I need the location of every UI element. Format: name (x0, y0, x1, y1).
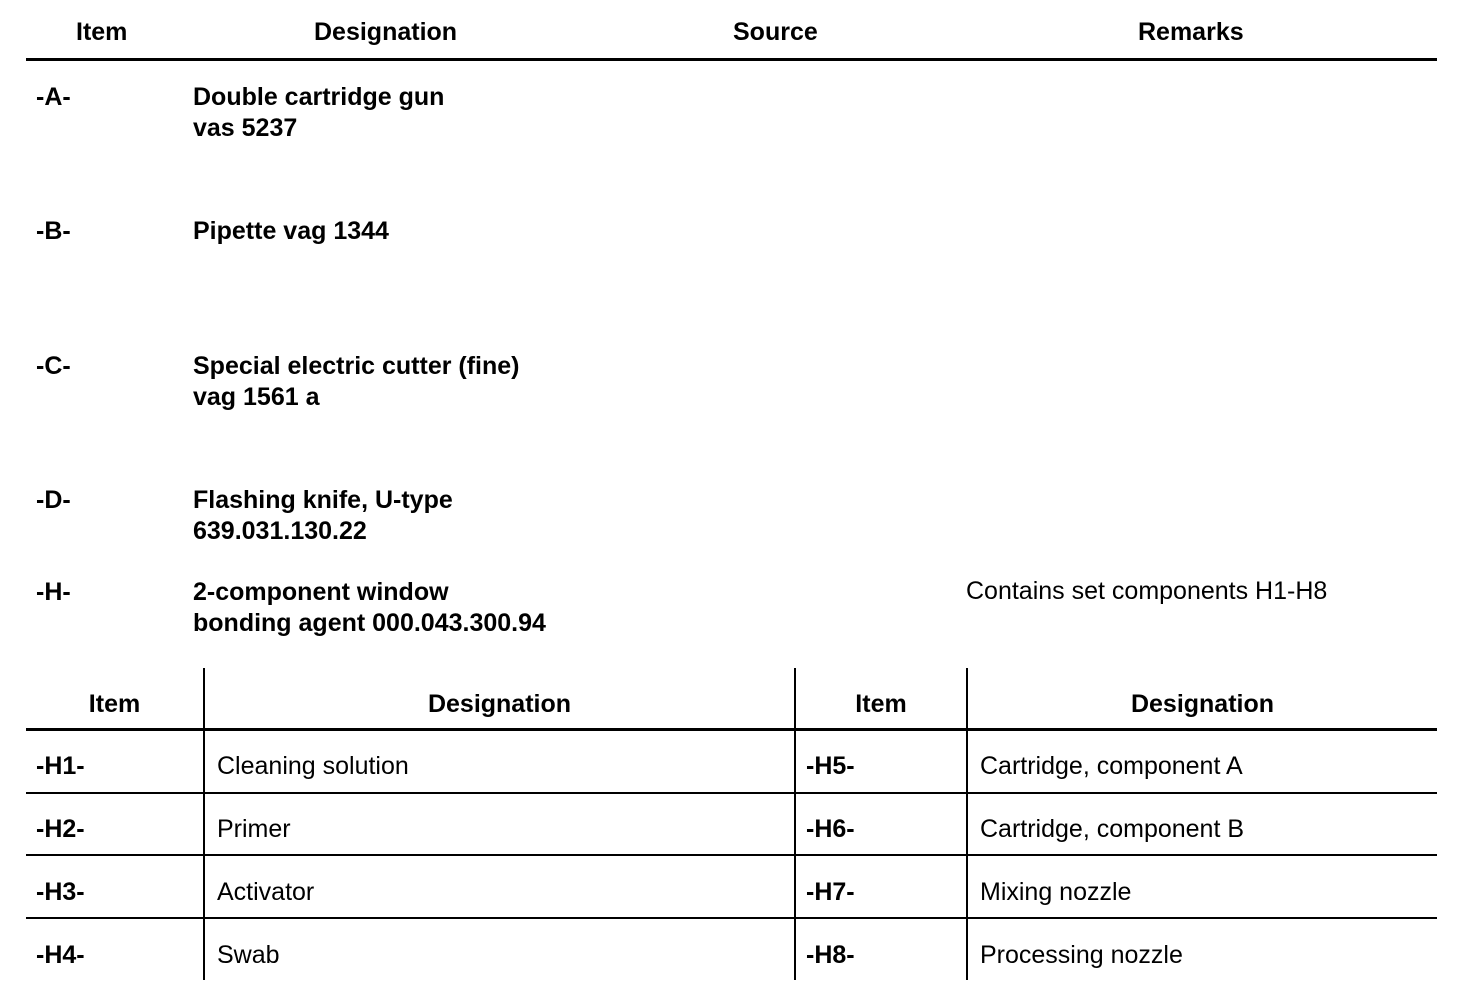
header-item-left: Item (88, 690, 141, 718)
header-designation-right: Designation (1130, 690, 1275, 718)
header-item: Item (76, 18, 128, 46)
header-divider (26, 58, 1437, 61)
designation-left: Swab (217, 941, 280, 969)
item-code: -B- (36, 217, 71, 245)
row-divider (26, 854, 1437, 856)
designation-line1: Double cartridge gun (193, 83, 445, 111)
item-code-left: -H2- (36, 815, 85, 843)
item-code: -H- (36, 578, 71, 606)
remarks-text: Contains set components H1-H8 (966, 577, 1328, 605)
row-divider (26, 917, 1437, 919)
item-code: -D- (36, 486, 71, 514)
designation-line2: 639.031.130.22 (193, 517, 367, 545)
item-code-right: -H8- (806, 941, 855, 969)
designation-line2: vag 1561 a (193, 383, 320, 411)
header-item-right: Item (855, 690, 907, 718)
item-code-right: -H6- (806, 815, 855, 843)
designation-line2: bonding agent 000.043.300.94 (193, 609, 546, 637)
header-source: Source (733, 18, 818, 46)
designation-line1: Pipette vag 1344 (193, 217, 389, 245)
designation-left: Primer (217, 815, 291, 843)
designation-line1: Special electric cutter (fine) (193, 352, 520, 380)
item-code-left: -H3- (36, 878, 85, 906)
designation-right: Processing nozzle (980, 941, 1183, 969)
row-divider (26, 792, 1437, 794)
designation-line1: Flashing knife, U-type (193, 486, 453, 514)
designation-left: Activator (217, 878, 315, 906)
header-remarks: Remarks (1138, 18, 1244, 46)
header-designation: Designation (314, 18, 458, 46)
designation-line2: vas 5237 (193, 114, 298, 142)
item-code: -A- (36, 83, 71, 111)
designation-right: Mixing nozzle (980, 878, 1132, 906)
item-code-right: -H5- (806, 752, 855, 780)
designation-right: Cartridge, component B (980, 815, 1245, 843)
header-divider (26, 728, 1437, 731)
designation-left: Cleaning solution (217, 752, 409, 780)
item-code-left: -H1- (36, 752, 85, 780)
designation-line1: 2-component window (193, 578, 449, 606)
header-designation-left: Designation (427, 690, 572, 718)
designation-right: Cartridge, component A (980, 752, 1243, 780)
item-code-left: -H4- (36, 941, 85, 969)
item-code: -C- (36, 352, 71, 380)
item-code-right: -H7- (806, 878, 855, 906)
